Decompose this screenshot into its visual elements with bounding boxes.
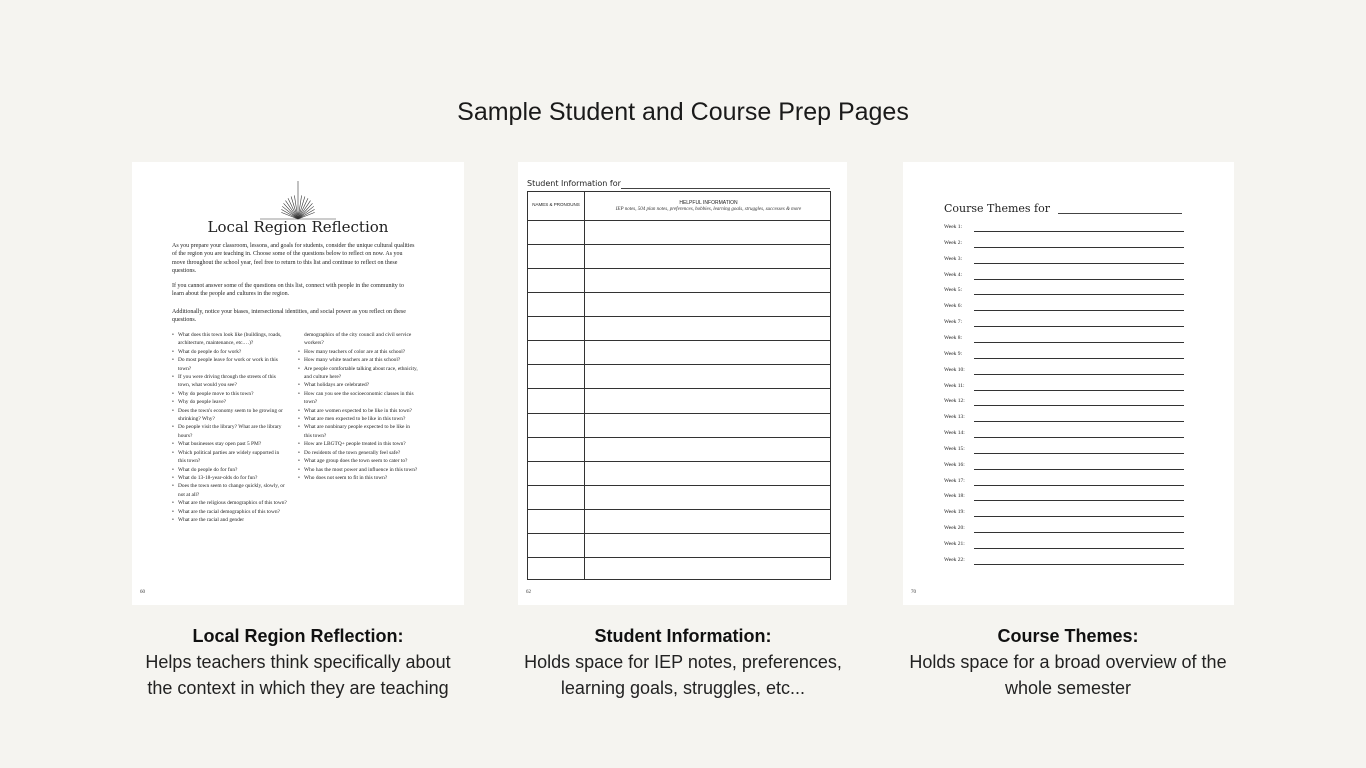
table-row [528, 292, 830, 293]
question-item: • What are the racial demographics of this town? [172, 508, 288, 516]
question-item: • How many teachers of color are at this school? [298, 348, 418, 356]
week-label: Week 14: [944, 430, 965, 437]
caption-title: Course Themes: [997, 626, 1139, 646]
week-label: Week 10: [944, 366, 965, 373]
week-fill-line [974, 247, 1184, 248]
question-item: • What do people do for work? [172, 348, 288, 356]
question-item: • Are people comfortable talking about race, ethnicity, and culture here? [298, 365, 418, 382]
question-item: • What are the religious demographics of this town? [172, 499, 288, 507]
caption-line: the context in which they are teaching [147, 678, 449, 698]
week-label: Week 5: [944, 287, 963, 294]
week-label: Week 17: [944, 477, 965, 484]
week-fill-line [974, 390, 1184, 391]
question-item: • Do people visit the library? What are the library hours? [172, 423, 288, 440]
question-item: • What businesses stay open past 5 PM? [172, 440, 288, 448]
course-themes-page [903, 162, 1234, 605]
question-item: • Who has the most power and influence in this town? [298, 466, 418, 474]
caption-course-themes [883, 623, 1253, 701]
week-fill-line [974, 279, 1184, 280]
question-item: • What are the racial and gender [172, 516, 288, 524]
caption-title: Local Region Reflection: [192, 626, 404, 646]
question-item: • How many white teachers are at this school? [298, 356, 418, 364]
student-info-page [518, 162, 847, 605]
community-paragraph: If you cannot answer some of the questions on this list, connect with people in the community to learn about the people and cultures in the region. [172, 283, 404, 298]
table-row [528, 485, 830, 486]
question-item: • How are LBGTQ+ people treated in this town? [298, 440, 418, 448]
questions-list-right [298, 331, 418, 482]
week-fill-line [974, 516, 1184, 517]
caption-line: whole semester [1004, 678, 1132, 698]
table-row [528, 388, 830, 389]
intro-paragraph: As you prepare your classroom, lessons, and goals for students, consider the unique cultural qualities of the region you are teaching in. Choose some of the questions below to reflect on now. As you move throughout the school year, feel free to return to this list and continue to reflect on these questions. [172, 243, 415, 275]
student-table [527, 191, 831, 580]
caption-title: Student Information: [594, 626, 772, 646]
table-row [528, 316, 830, 317]
week-fill-line [974, 263, 1184, 264]
sunburst-icon [256, 180, 340, 220]
week-label: Week 13: [944, 414, 965, 421]
week-label: Week 2: [944, 239, 963, 246]
week-fill-line [974, 358, 1184, 359]
caption-line: Holds space for IEP notes, preferences, [524, 652, 842, 672]
question-item: • What do 13-18-year-olds do for fun? [172, 474, 288, 482]
week-label: Week 22: [944, 556, 965, 563]
local-region-page [132, 162, 464, 605]
week-label: Week 1: [944, 224, 963, 230]
week-fill-line [974, 294, 1184, 295]
question-item: • Does the town seem to change quickly, slowly, or not at all? [172, 482, 288, 499]
caption-line: learning goals, struggles, etc... [560, 678, 806, 698]
table-row [528, 437, 830, 438]
question-item: • What do people do for fun? [172, 466, 288, 474]
caption-student-info [498, 623, 868, 701]
week-label: Week 11: [944, 382, 965, 389]
question-item: • What are women expected to be like in this town? [298, 407, 418, 415]
question-item: • What does this town look like (buildings, roads, architecture, maintenance, etc.…)? [172, 331, 288, 348]
week-label: Week 15: [944, 445, 965, 452]
week-label: Week 7: [944, 319, 963, 326]
page-heading: Course Themes for [944, 202, 1050, 215]
week-fill-line [974, 469, 1184, 470]
question-item: • Do residents of the town generally feel safe? [298, 449, 418, 457]
helpful-info-subheader: IEP notes, 504 plan notes, preferences, hobbies, learning goals, struggles, successes & more [615, 207, 802, 212]
table-row [528, 220, 830, 221]
question-item: • If you were driving through the streets of this town, what would you see? [172, 373, 288, 390]
week-label: Week 12: [944, 398, 965, 405]
names-pronouns-header: NAMES & PRONOUNS [532, 202, 580, 207]
slide-title: Sample Student and Course Prep Pages [457, 98, 909, 126]
page-title: Local Region Reflection [207, 218, 389, 236]
week-fill-line [974, 532, 1184, 533]
question-item: • Why do people leave? [172, 398, 288, 406]
caption-local-region [112, 623, 484, 701]
week-fill-line [974, 342, 1184, 343]
week-fill-line [974, 326, 1184, 327]
question-item: • What age group does the town seem to cater to? [298, 457, 418, 465]
week-fill-line [974, 231, 1184, 232]
week-fill-line [974, 500, 1184, 501]
heading-fill-line [621, 188, 830, 189]
question-continuation: demographics of the city council and civil service workers? [304, 332, 412, 347]
question-item: • What holidays are celebrated? [298, 381, 418, 389]
helpful-info-header: HELPFUL INFORMATION [679, 200, 738, 206]
week-fill-line [974, 310, 1184, 311]
table-row [528, 461, 830, 462]
questions-list-left [172, 331, 288, 524]
week-fill-line [974, 548, 1184, 549]
page-number: 60 [140, 590, 145, 595]
table-row [528, 364, 830, 365]
column-divider [584, 192, 585, 579]
question-item: • What are men expected to be like in this town? [298, 415, 418, 423]
table-row [528, 268, 830, 269]
week-label: Week 4: [944, 271, 963, 278]
table-row [528, 244, 830, 245]
table-row [528, 509, 830, 510]
week-label: Week 18: [944, 493, 965, 500]
caption-line: Helps teachers think specifically about [145, 652, 451, 672]
week-label: Week 16: [944, 461, 965, 468]
page-number: 62 [526, 590, 531, 595]
week-fill-line [974, 374, 1184, 375]
week-fill-line [974, 437, 1184, 438]
question-item: • How can you see the socioeconomic classes in this town? [298, 390, 418, 407]
question-item: • Do most people leave for work or work in this town? [172, 356, 288, 373]
question-item: • Which political parties are widely supported in this town? [172, 449, 288, 466]
question-item: • Does the town's economy seem to be growing or shrinking? Why? [172, 407, 288, 424]
heading-fill-line [1058, 213, 1182, 214]
table-row [528, 413, 830, 414]
question-item: • What are nonbinary people expected to be like in this town? [298, 423, 418, 440]
table-row [528, 533, 830, 534]
question-item: • Why do people move to this town? [172, 390, 288, 398]
week-fill-line [974, 453, 1184, 454]
question-item: • Who does not seem to fit in this town? [298, 474, 418, 482]
week-label: Week 9: [944, 350, 963, 357]
week-fill-line [974, 564, 1184, 565]
week-fill-line [974, 421, 1184, 422]
week-label: Week 8: [944, 334, 963, 341]
week-label: Week 20: [944, 525, 965, 532]
page-number: 70 [911, 590, 916, 595]
table-row [528, 557, 830, 558]
week-fill-line [974, 485, 1184, 486]
page-heading: Student Information for [527, 179, 621, 188]
bias-paragraph: Additionally, notice your biases, intersectional identities, and social power as you reflect on these questions. [172, 309, 406, 324]
week-fill-line [974, 405, 1184, 406]
week-label: Week 6: [944, 303, 963, 310]
caption-line: Holds space for a broad overview of the [909, 652, 1227, 672]
week-label: Week 3: [944, 255, 963, 262]
week-label: Week 19: [944, 509, 965, 516]
week-label: Week 21: [944, 541, 965, 547]
table-row [528, 340, 830, 341]
